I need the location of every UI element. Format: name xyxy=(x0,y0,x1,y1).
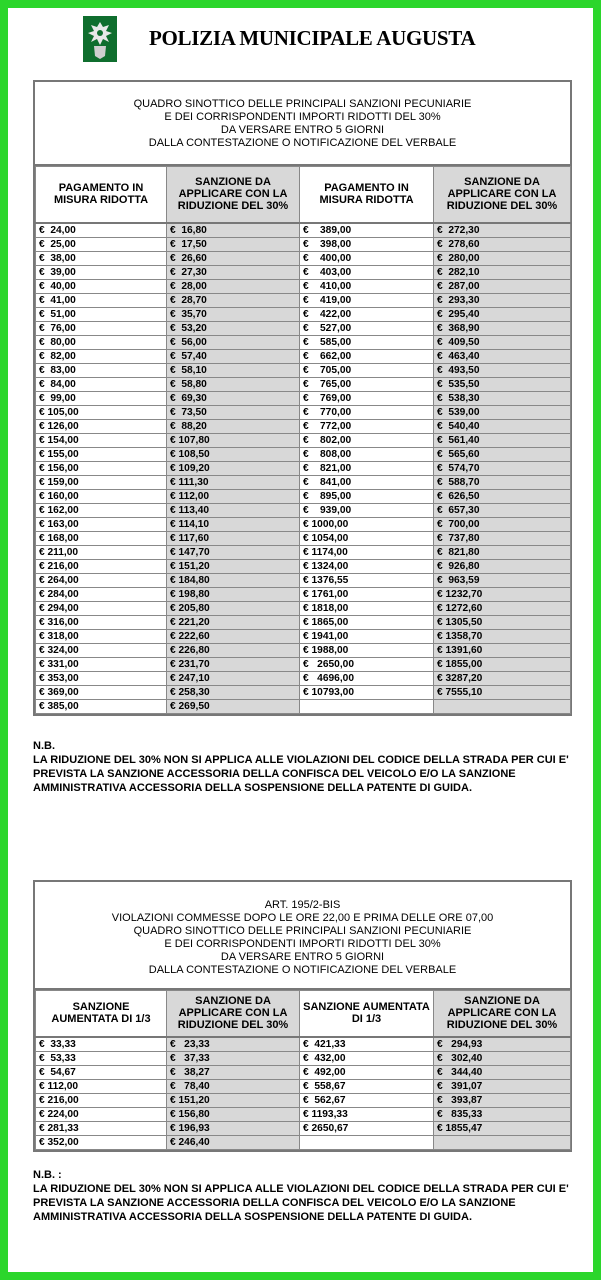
table-cell: € 318,00 xyxy=(36,629,167,643)
note-1 xyxy=(33,739,573,795)
table-cell: € 272,30 xyxy=(434,223,571,238)
table-cell: € 258,30 xyxy=(167,685,300,699)
table-cell: € 539,00 xyxy=(434,405,571,419)
table-cell: € 4696,00 xyxy=(300,671,434,685)
table-cell: € 821,00 xyxy=(300,461,434,475)
table-cell: € 216,00 xyxy=(36,559,167,573)
heading-line: DALLA CONTESTAZIONE O NOTIFICAZIONE DEL VERBALE xyxy=(148,137,457,149)
table-cell: € 84,00 xyxy=(36,377,167,391)
night-sanctions-table xyxy=(35,990,571,1150)
table-cell: € 422,00 xyxy=(300,307,434,321)
column-header: SANZIONE AUMENTATA DI 1/3 xyxy=(300,991,434,1037)
table-cell: € 963,59 xyxy=(434,573,571,587)
table-cell: € 26,60 xyxy=(167,251,300,265)
table-cell: € 662,00 xyxy=(300,349,434,363)
table-cell: € 432,00 xyxy=(300,1051,434,1065)
table-cell: € 76,00 xyxy=(36,321,167,335)
table-cell: € 331,00 xyxy=(36,657,167,671)
table-cell: € 398,00 xyxy=(300,237,434,251)
table-cell: € 295,40 xyxy=(434,307,571,321)
night-sanctions-table-box xyxy=(33,880,572,1152)
table-row xyxy=(36,1107,571,1121)
table-cell: € 35,70 xyxy=(167,307,300,321)
table-cell: € 352,00 xyxy=(36,1135,167,1149)
table-cell: € 389,00 xyxy=(300,223,434,238)
table-row xyxy=(36,391,571,405)
table-cell: € 284,00 xyxy=(36,587,167,601)
table-cell: € 205,80 xyxy=(167,601,300,615)
column-header: PAGAMENTO IN MISURA RIDOTTA xyxy=(300,167,434,223)
table-cell: € 1988,00 xyxy=(300,643,434,657)
table-cell: € 247,10 xyxy=(167,671,300,685)
table-cell: € 403,00 xyxy=(300,265,434,279)
table-cell: € 281,33 xyxy=(36,1121,167,1135)
table-cell: € 705,00 xyxy=(300,363,434,377)
table-cell: € 574,70 xyxy=(434,461,571,475)
table-cell: € 1376,55 xyxy=(300,573,434,587)
night-sanctions-table-heading xyxy=(35,882,570,990)
heading-line: QUADRO SINOTTICO DELLE PRINCIPALI SANZIONI PECUNIARIE xyxy=(133,925,472,937)
column-header: SANZIONE AUMENTATA DI 1/3 xyxy=(36,991,167,1037)
table-cell: € 1324,00 xyxy=(300,559,434,573)
table-row xyxy=(36,321,571,335)
table-cell: € 410,00 xyxy=(300,279,434,293)
table-row xyxy=(36,615,571,629)
table-cell: € 163,00 xyxy=(36,517,167,531)
table-cell: € 159,00 xyxy=(36,475,167,489)
table-cell: € 391,07 xyxy=(434,1079,571,1093)
table-cell: € 765,00 xyxy=(300,377,434,391)
table-cell: € 1000,00 xyxy=(300,517,434,531)
table-cell: € 53,20 xyxy=(167,321,300,335)
table-row xyxy=(36,1037,571,1052)
table-cell: € 540,40 xyxy=(434,419,571,433)
table-row xyxy=(36,1121,571,1135)
table-cell: € 821,80 xyxy=(434,545,571,559)
table-cell: € 211,00 xyxy=(36,545,167,559)
heading-line: DA VERSARE ENTRO 5 GIORNI xyxy=(220,124,385,136)
table-row xyxy=(36,643,571,657)
heading-line: E DEI CORRISPONDENTI IMPORTI RIDOTTI DEL 30% xyxy=(164,938,441,950)
table-cell: € 369,00 xyxy=(36,685,167,699)
table-cell: € 107,80 xyxy=(167,433,300,447)
table-cell: € 33,33 xyxy=(36,1037,167,1052)
table-cell: € 246,40 xyxy=(167,1135,300,1149)
table-cell: € 58,80 xyxy=(167,377,300,391)
table-row xyxy=(36,671,571,685)
table-row xyxy=(36,517,571,531)
table-cell: € 538,30 xyxy=(434,391,571,405)
table-cell: € 535,50 xyxy=(434,377,571,391)
page-title: POLIZIA MUNICIPALE AUGUSTA xyxy=(149,26,476,50)
table-cell: € 1855,47 xyxy=(434,1121,571,1135)
table-cell: € 17,50 xyxy=(167,237,300,251)
table-row xyxy=(36,307,571,321)
table-row xyxy=(36,349,571,363)
table-row xyxy=(36,685,571,699)
table-cell: € 57,40 xyxy=(167,349,300,363)
table-cell: € 400,00 xyxy=(300,251,434,265)
table-cell: € 269,50 xyxy=(167,699,300,713)
table-cell: € 16,80 xyxy=(167,223,300,238)
table-cell: € 368,90 xyxy=(434,321,571,335)
table-cell: € 23,33 xyxy=(167,1037,300,1052)
table-row xyxy=(36,405,571,419)
table-cell: € 282,10 xyxy=(434,265,571,279)
note-text: LA RIDUZIONE DEL 30% NON SI APPLICA ALLE VIOLAZIONI DEL CODICE DELLA STRADA PER CUI E' PREVISTA LA SANZIONE ACCESSORIA DELLA CONFISCA DEL VEICOLO E/O LA SANZIONE AMMINISTRATIVA ACCESSORIA DELLA SOSPENSIONE DELLA PATENTE DI GUIDA. xyxy=(33,754,569,794)
table-cell: € 28,00 xyxy=(167,279,300,293)
table-row xyxy=(36,531,571,545)
sanctions-table-heading xyxy=(35,82,570,166)
table-cell: € 3287,20 xyxy=(434,671,571,685)
table-cell: € 155,00 xyxy=(36,447,167,461)
table-cell: € 278,60 xyxy=(434,237,571,251)
table-cell: € 1358,70 xyxy=(434,629,571,643)
table-row xyxy=(36,587,571,601)
table-cell: € 1174,00 xyxy=(300,545,434,559)
table-cell: € 463,40 xyxy=(434,349,571,363)
table-cell: € 1272,60 xyxy=(434,601,571,615)
page-header xyxy=(83,16,563,64)
table-cell: € 7555,10 xyxy=(434,685,571,699)
table-cell: € 344,40 xyxy=(434,1065,571,1079)
table-row xyxy=(36,433,571,447)
table-cell xyxy=(300,699,434,713)
table-cell: € 83,00 xyxy=(36,363,167,377)
table-cell: € 287,00 xyxy=(434,279,571,293)
table-row xyxy=(36,293,571,307)
table-cell: € 385,00 xyxy=(36,699,167,713)
table-cell: € 154,00 xyxy=(36,433,167,447)
table-cell: € 37,33 xyxy=(167,1051,300,1065)
table-cell: € 39,00 xyxy=(36,265,167,279)
table-row xyxy=(36,699,571,713)
table-row xyxy=(36,237,571,251)
table-cell: € 231,70 xyxy=(167,657,300,671)
table-cell: € 147,70 xyxy=(167,545,300,559)
table-cell: € 585,00 xyxy=(300,335,434,349)
table-cell: € 264,00 xyxy=(36,573,167,587)
table-cell: € 895,00 xyxy=(300,489,434,503)
table-row xyxy=(36,573,571,587)
table-row xyxy=(36,489,571,503)
note-title: N.B. xyxy=(33,740,55,752)
table-cell: € 54,67 xyxy=(36,1065,167,1079)
table-cell: € 28,70 xyxy=(167,293,300,307)
column-header: SANZIONE DA APPLICARE CON LA RIDUZIONE DEL 30% xyxy=(167,167,300,223)
sanctions-table-box xyxy=(33,80,572,716)
table-cell: € 160,00 xyxy=(36,489,167,503)
table-cell: € 108,50 xyxy=(167,447,300,461)
table-cell: € 1855,00 xyxy=(434,657,571,671)
table-cell: € 770,00 xyxy=(300,405,434,419)
table-cell: € 196,93 xyxy=(167,1121,300,1135)
table-cell: € 222,60 xyxy=(167,629,300,643)
column-header: SANZIONE DA APPLICARE CON LA RIDUZIONE DEL 30% xyxy=(167,991,300,1037)
table-cell xyxy=(300,1135,434,1149)
sanctions-table xyxy=(35,166,571,714)
table-cell: € 162,00 xyxy=(36,503,167,517)
table-cell: € 492,00 xyxy=(300,1065,434,1079)
table-row xyxy=(36,1135,571,1149)
table-cell: € 808,00 xyxy=(300,447,434,461)
heading-line: DA VERSARE ENTRO 5 GIORNI xyxy=(220,951,385,963)
table-cell: € 1305,50 xyxy=(434,615,571,629)
table-cell: € 27,30 xyxy=(167,265,300,279)
table-cell: € 802,00 xyxy=(300,433,434,447)
heading-line: DALLA CONTESTAZIONE O NOTIFICAZIONE DEL VERBALE xyxy=(148,964,457,976)
table-cell: € 126,00 xyxy=(36,419,167,433)
table-cell: € 1232,70 xyxy=(434,587,571,601)
table-cell: € 421,33 xyxy=(300,1037,434,1052)
table-cell: € 316,00 xyxy=(36,615,167,629)
table-cell: € 1865,00 xyxy=(300,615,434,629)
table-row xyxy=(36,1079,571,1093)
table-cell: € 1941,00 xyxy=(300,629,434,643)
table-cell: € 2650,00 xyxy=(300,657,434,671)
table-cell: € 294,00 xyxy=(36,601,167,615)
table-cell: € 562,67 xyxy=(300,1093,434,1107)
table-cell: € 2650,67 xyxy=(300,1121,434,1135)
table-cell: € 493,50 xyxy=(434,363,571,377)
table-cell: € 184,80 xyxy=(167,573,300,587)
table-cell: € 561,40 xyxy=(434,433,571,447)
table-cell: € 294,93 xyxy=(434,1037,571,1052)
table-cell: € 151,20 xyxy=(167,559,300,573)
table-cell: € 939,00 xyxy=(300,503,434,517)
table-cell: € 88,20 xyxy=(167,419,300,433)
table-cell: € 293,30 xyxy=(434,293,571,307)
table-cell: € 1054,00 xyxy=(300,531,434,545)
heading-line: QUADRO SINOTTICO DELLE PRINCIPALI SANZIONI PECUNIARIE xyxy=(133,98,472,110)
table-cell: € 700,00 xyxy=(434,517,571,531)
table-cell: € 841,00 xyxy=(300,475,434,489)
table-cell: € 40,00 xyxy=(36,279,167,293)
table-cell: € 24,00 xyxy=(36,223,167,238)
table-cell: € 38,27 xyxy=(167,1065,300,1079)
column-header: SANZIONE DA APPLICARE CON LA RIDUZIONE DEL 30% xyxy=(434,167,571,223)
table-cell: € 78,40 xyxy=(167,1079,300,1093)
table-cell: € 657,30 xyxy=(434,503,571,517)
table-cell: € 419,00 xyxy=(300,293,434,307)
table-cell: € 926,80 xyxy=(434,559,571,573)
table-cell: € 769,00 xyxy=(300,391,434,405)
table-row xyxy=(36,265,571,279)
table-cell: € 324,00 xyxy=(36,643,167,657)
table-cell: € 226,80 xyxy=(167,643,300,657)
heading-line: VIOLAZIONI COMMESSE DOPO LE ORE 22,00 E PRIMA DELLE ORE 07,00 xyxy=(111,912,494,924)
table-cell: € 835,33 xyxy=(434,1107,571,1121)
table-cell: € 216,00 xyxy=(36,1093,167,1107)
table-cell: € 156,80 xyxy=(167,1107,300,1121)
table-cell: € 80,00 xyxy=(36,335,167,349)
table-cell: € 38,00 xyxy=(36,251,167,265)
table-row xyxy=(36,251,571,265)
table-row xyxy=(36,559,571,573)
column-header: SANZIONE DA APPLICARE CON LA RIDUZIONE DEL 30% xyxy=(434,991,571,1037)
table-cell: € 737,80 xyxy=(434,531,571,545)
table-cell: € 56,00 xyxy=(167,335,300,349)
table-cell: € 1391,60 xyxy=(434,643,571,657)
table-cell: € 82,00 xyxy=(36,349,167,363)
table-cell: € 69,30 xyxy=(167,391,300,405)
table-cell: € 626,50 xyxy=(434,489,571,503)
table-cell: € 25,00 xyxy=(36,237,167,251)
table-row xyxy=(36,629,571,643)
table-row xyxy=(36,1093,571,1107)
table-row xyxy=(36,475,571,489)
table-row xyxy=(36,461,571,475)
table-cell: € 393,87 xyxy=(434,1093,571,1107)
table-cell: € 198,80 xyxy=(167,587,300,601)
table-cell: € 527,00 xyxy=(300,321,434,335)
table-row xyxy=(36,377,571,391)
table-cell: € 1761,00 xyxy=(300,587,434,601)
table-cell: € 51,00 xyxy=(36,307,167,321)
table-cell: € 151,20 xyxy=(167,1093,300,1107)
table-row xyxy=(36,447,571,461)
table-cell: € 558,67 xyxy=(300,1079,434,1093)
table-row xyxy=(36,601,571,615)
table-row xyxy=(36,223,571,238)
table-cell: € 112,00 xyxy=(36,1079,167,1093)
note-title: N.B. : xyxy=(33,1169,62,1181)
table-cell: € 10793,00 xyxy=(300,685,434,699)
table-cell: € 117,60 xyxy=(167,531,300,545)
table-cell: € 111,30 xyxy=(167,475,300,489)
table-cell: € 58,10 xyxy=(167,363,300,377)
table-row xyxy=(36,279,571,293)
note-text: LA RIDUZIONE DEL 30% NON SI APPLICA ALLE VIOLAZIONI DEL CODICE DELLA STRADA PER CUI E' PREVISTA LA SANZIONE ACCESSORIA DELLA CONFISCA DEL VEICOLO E/O LA SANZIONE AMMINISTRATIVA ACCESSORIA DELLA SOSPENSIONE DELLA PATENTE DI GUIDA. xyxy=(33,1183,569,1223)
table-cell: € 109,20 xyxy=(167,461,300,475)
table-cell: € 168,00 xyxy=(36,531,167,545)
table-row xyxy=(36,1065,571,1079)
table-row xyxy=(36,363,571,377)
table-cell: € 588,70 xyxy=(434,475,571,489)
heading-line: ART. 195/2-BIS xyxy=(264,899,341,911)
table-cell: € 772,00 xyxy=(300,419,434,433)
table-cell: € 280,00 xyxy=(434,251,571,265)
table-cell: € 99,00 xyxy=(36,391,167,405)
table-cell: € 156,00 xyxy=(36,461,167,475)
table-row xyxy=(36,503,571,517)
table-cell: € 1193,33 xyxy=(300,1107,434,1121)
table-cell: € 53,33 xyxy=(36,1051,167,1065)
table-cell: € 41,00 xyxy=(36,293,167,307)
table-cell xyxy=(434,699,571,713)
table-cell: € 353,00 xyxy=(36,671,167,685)
table-cell: € 221,20 xyxy=(167,615,300,629)
table-cell xyxy=(434,1135,571,1149)
table-cell: € 409,50 xyxy=(434,335,571,349)
table-cell: € 565,60 xyxy=(434,447,571,461)
note-2 xyxy=(33,1168,573,1224)
table-cell: € 105,00 xyxy=(36,405,167,419)
table-cell: € 302,40 xyxy=(434,1051,571,1065)
coat-of-arms-icon xyxy=(83,16,117,62)
table-cell: € 112,00 xyxy=(167,489,300,503)
table-cell: € 113,40 xyxy=(167,503,300,517)
table-cell: € 73,50 xyxy=(167,405,300,419)
heading-line: E DEI CORRISPONDENTI IMPORTI RIDOTTI DEL 30% xyxy=(164,111,441,123)
table-row xyxy=(36,545,571,559)
table-row xyxy=(36,419,571,433)
table-row xyxy=(36,335,571,349)
table-row xyxy=(36,1051,571,1065)
column-header: PAGAMENTO IN MISURA RIDOTTA xyxy=(36,167,167,223)
table-row xyxy=(36,657,571,671)
table-cell: € 1818,00 xyxy=(300,601,434,615)
table-cell: € 114,10 xyxy=(167,517,300,531)
table-cell: € 224,00 xyxy=(36,1107,167,1121)
